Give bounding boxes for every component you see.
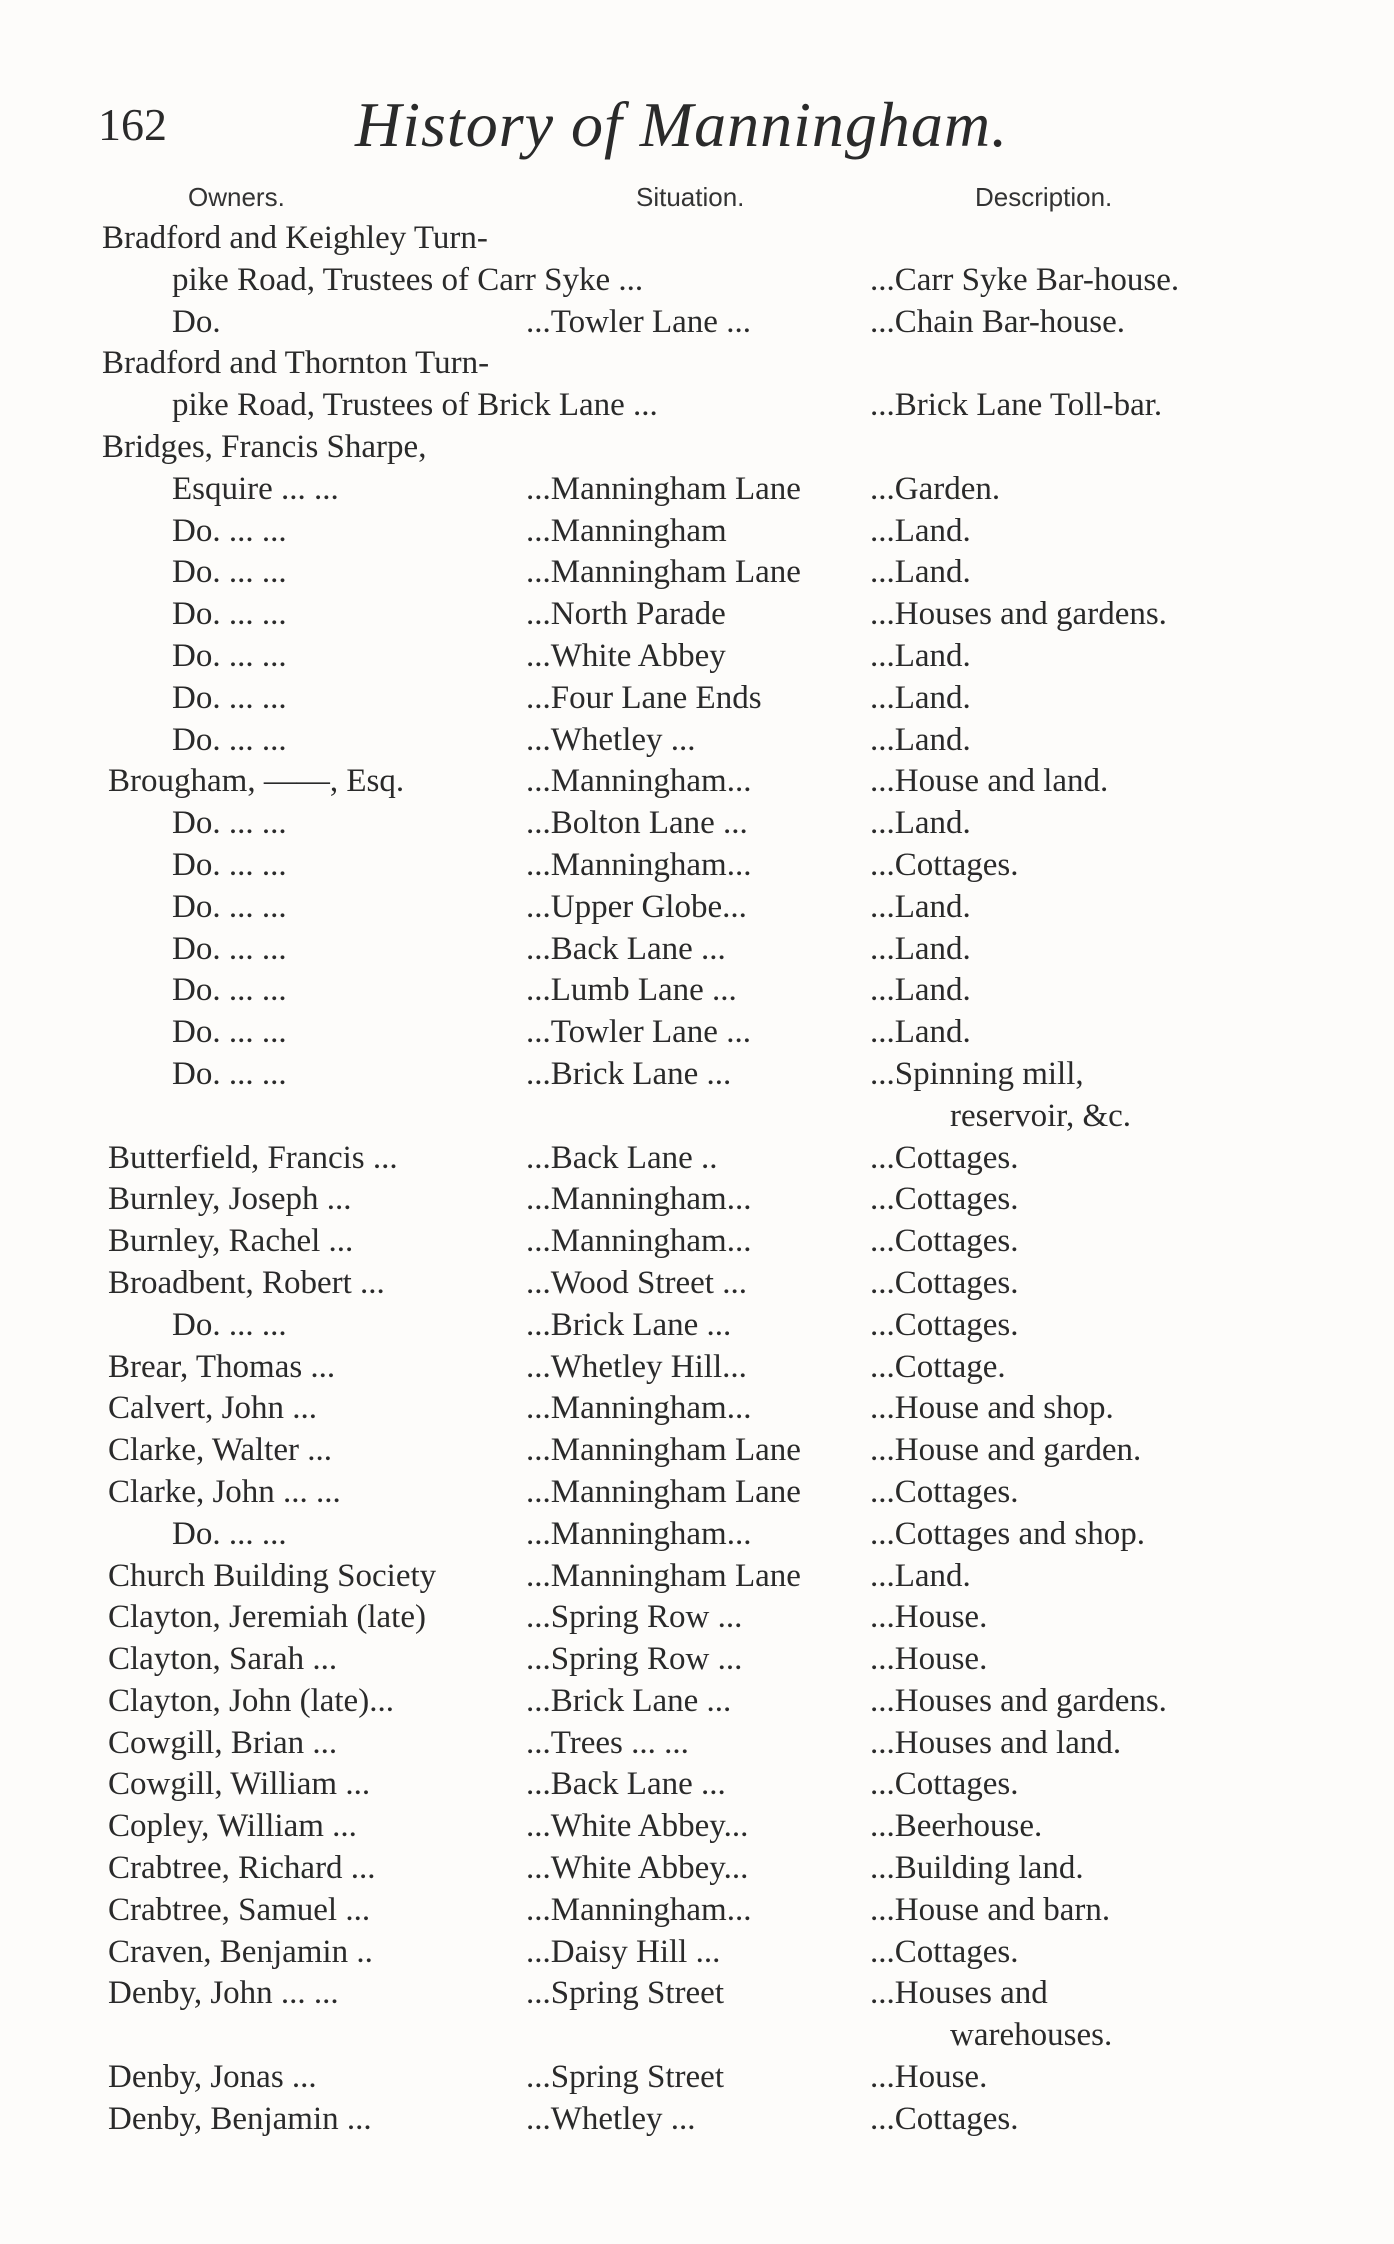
table-row <box>0 2099 1394 2141</box>
owner-cell: Craven, Benjamin .. <box>108 1933 373 1970</box>
owner-cell: Clayton, John (late)... <box>108 1682 394 1719</box>
table-row <box>0 1012 1394 1054</box>
description-cell: ...Cottages and shop. <box>870 1515 1145 1552</box>
table-row <box>0 218 1394 260</box>
table-row <box>0 1973 1394 2057</box>
table-row <box>0 761 1394 803</box>
description-cell: ...House. <box>870 1599 988 1636</box>
table-row <box>0 1764 1394 1806</box>
owner-cell: Do. ... ... <box>172 596 287 633</box>
table-row <box>0 1597 1394 1639</box>
description-cell: ...Carr Syke Bar-house. <box>870 261 1180 298</box>
description-cell: ...Cottages. <box>870 2100 1019 2137</box>
owner-cell: Bradford and Keighley Turn- <box>102 220 488 256</box>
owner-cell: Do. ... ... <box>172 930 287 967</box>
situation-cell: ...Whetley Hill... <box>526 1348 747 1385</box>
description-cell: ...Land. <box>870 805 971 842</box>
description-continuation: reservoir, &c. <box>950 1097 1132 1134</box>
table-row <box>0 1138 1394 1180</box>
table-row <box>0 2057 1394 2099</box>
table-row <box>0 636 1394 678</box>
description-cell: ...Cottages. <box>870 846 1019 883</box>
description-cell: ...Brick Lane Toll-bar. <box>870 387 1163 424</box>
situation-cell: ...Whetley ... <box>526 2100 696 2137</box>
column-header-situation: Situation. <box>636 182 745 212</box>
owner-cell: Do. <box>172 303 221 340</box>
table-row <box>0 594 1394 636</box>
table-row <box>0 970 1394 1012</box>
description-cell: ...Cottages. <box>870 1264 1019 1301</box>
table-row <box>0 678 1394 720</box>
owner-cell: Do. ... ... <box>172 679 287 716</box>
owner-cell: Denby, Benjamin ... <box>108 2100 372 2137</box>
situation-cell: ...White Abbey... <box>526 1808 749 1845</box>
table-row <box>0 260 1394 302</box>
situation-cell: ...Trees ... ... <box>526 1724 689 1761</box>
table-row <box>0 1179 1394 1221</box>
description-cell: ...Land. <box>870 1014 971 1051</box>
description-cell: ...Land. <box>870 512 971 549</box>
page-title: History of Manningham. <box>355 89 1009 160</box>
owner-cell: Burnley, Rachel ... <box>108 1223 354 1260</box>
description-cell: ...Chain Bar-house. <box>870 303 1126 340</box>
table-row <box>0 1681 1394 1723</box>
situation-cell: ...Manningham <box>526 512 727 549</box>
description-cell: ...Cottages. <box>870 1223 1019 1260</box>
page-header <box>0 88 1394 168</box>
situation-cell: ...Manningham... <box>526 846 752 883</box>
situation-cell: ...Manningham... <box>526 1223 752 1260</box>
table-row <box>0 1639 1394 1681</box>
situation-cell: ...Spring Row ... <box>526 1641 743 1678</box>
column-header-description: Description. <box>975 182 1113 212</box>
situation-cell: ...Manningham Lane <box>526 1473 801 1510</box>
table-row <box>0 1347 1394 1389</box>
situation-cell: ...Bolton Lane ... <box>526 805 748 842</box>
situation-cell: ...Manningham Lane <box>526 1557 801 1594</box>
owner-cell: Brougham, ——, Esq. <box>108 763 405 800</box>
table-row <box>0 1263 1394 1305</box>
owners-table <box>0 218 1394 2141</box>
situation-cell: ...White Abbey... <box>526 1850 749 1887</box>
table-row <box>0 929 1394 971</box>
situation-cell: ...North Parade <box>526 596 726 633</box>
owner-cell: Crabtree, Samuel ... <box>108 1891 371 1928</box>
description-cell: ...Land. <box>870 721 971 758</box>
situation-cell: ...Towler Lane ... <box>526 303 751 340</box>
description-cell: ...Cottage. <box>870 1348 1006 1385</box>
owner-cell: Denby, Jonas ... <box>108 2059 317 2096</box>
description-cell: ...Cottages. <box>870 1933 1019 1970</box>
table-row <box>0 803 1394 845</box>
table-row <box>0 1723 1394 1765</box>
situation-cell: ...Daisy Hill ... <box>526 1933 721 1970</box>
situation-cell: ...Manningham... <box>526 1181 752 1218</box>
description-cell: ...Beerhouse. <box>870 1808 1043 1845</box>
situation-cell: ...Manningham... <box>526 1390 752 1427</box>
owner-cell: Clarke, Walter ... <box>108 1432 332 1469</box>
description-cell: ...House and garden. <box>870 1432 1142 1469</box>
owner-cell: Do. ... ... <box>172 1014 287 1051</box>
situation-cell: ...Manningham... <box>526 1515 752 1552</box>
description-cell: ...Land. <box>870 930 971 967</box>
table-row <box>0 720 1394 762</box>
description-cell: ...House and barn. <box>870 1891 1111 1928</box>
owner-cell: Church Building Society <box>108 1557 437 1594</box>
description-cell: ...Land. <box>870 888 971 925</box>
description-cell: ...Houses and <box>870 1975 1048 2012</box>
description-cell: ...Houses and land. <box>870 1724 1122 1761</box>
owner-cell: Do. ... ... <box>172 805 287 842</box>
table-row <box>0 1472 1394 1514</box>
situation-cell: ...Spring Row ... <box>526 1599 743 1636</box>
table-row <box>0 511 1394 553</box>
owner-cell: Do. ... ... <box>172 888 287 925</box>
owner-cell: Do. ... ... <box>172 554 287 591</box>
situation-cell: ...Manningham Lane <box>526 554 801 591</box>
description-cell: ...Houses and gardens. <box>870 1682 1167 1719</box>
description-cell: ...House. <box>870 2059 988 2096</box>
owner-cell: Burnley, Joseph ... <box>108 1181 352 1218</box>
owner-cell: Cowgill, William ... <box>108 1766 371 1803</box>
description-cell: ...Spinning mill, <box>870 1055 1084 1092</box>
situation-cell: ...Spring Street <box>526 1975 724 2012</box>
situation-cell: ...Manningham... <box>526 763 752 800</box>
owner-cell: Do. ... ... <box>172 1306 287 1343</box>
description-cell: ...Cottages. <box>870 1181 1019 1218</box>
owner-cell: Cowgill, Brian ... <box>108 1724 338 1761</box>
situation-cell: ...Brick Lane ... <box>526 1682 732 1719</box>
owner-cell: Do. ... ... <box>172 637 287 674</box>
page-number: 162 <box>98 99 167 150</box>
owner-cell: Calvert, John ... <box>108 1390 317 1427</box>
owner-cell: Denby, John ... ... <box>108 1975 339 2012</box>
owner-cell: Copley, William ... <box>108 1808 357 1845</box>
situation-cell: ...Manningham... <box>526 1891 752 1928</box>
table-row <box>0 1556 1394 1598</box>
owner-cell: Bradford and Thornton Turn- <box>102 345 490 382</box>
situation-cell: ...Manningham Lane <box>526 470 801 507</box>
description-cell: ...House. <box>870 1641 988 1678</box>
situation-cell: ...Back Lane ... <box>526 930 726 967</box>
table-row <box>0 1890 1394 1932</box>
description-cell: ...Cottages. <box>870 1473 1019 1510</box>
situation-cell: ...Wood Street ... <box>526 1264 747 1301</box>
situation-cell: ...Four Lane Ends <box>526 679 762 716</box>
table-row <box>0 385 1394 427</box>
owner-cell: Clarke, John ... ... <box>108 1473 341 1510</box>
description-cell: ...Garden. <box>870 470 1001 507</box>
table-row <box>0 1430 1394 1472</box>
situation-cell: ...Brick Lane ... <box>526 1306 732 1343</box>
description-cell: ...House and shop. <box>870 1390 1114 1427</box>
owner-cell: Brear, Thomas ... <box>108 1348 336 1385</box>
owner-cell: Broadbent, Robert ... <box>108 1264 385 1301</box>
owner-cell: Do. ... ... <box>172 1515 287 1552</box>
situation-cell: ...White Abbey <box>526 637 726 674</box>
column-header-owners: Owners. <box>188 182 285 212</box>
owner-cell: Bridges, Francis Sharpe, <box>102 428 427 465</box>
owner-cell: Do. ... ... <box>172 972 287 1009</box>
description-cell: ...Houses and gardens. <box>870 596 1167 633</box>
situation-cell: ...Towler Lane ... <box>526 1014 751 1051</box>
description-cell: ...House and land. <box>870 763 1109 800</box>
owner-cell: Clayton, Sarah ... <box>108 1641 338 1678</box>
situation-cell: ...Upper Globe... <box>526 888 747 925</box>
situation-cell: ...Manningham Lane <box>526 1432 801 1469</box>
table-row <box>0 1932 1394 1974</box>
description-cell: ...Cottages. <box>870 1139 1019 1176</box>
table-row <box>0 887 1394 929</box>
owner-cell: pike Road, Trustees of Carr Syke ... <box>172 261 644 298</box>
description-cell: ...Land. <box>870 554 971 591</box>
table-row <box>0 302 1394 344</box>
table-row <box>0 469 1394 511</box>
table-row <box>0 1305 1394 1347</box>
situation-cell: ...Back Lane ... <box>526 1766 726 1803</box>
table-row <box>0 1514 1394 1556</box>
situation-cell: ...Whetley ... <box>526 721 696 758</box>
table-row <box>0 1848 1394 1890</box>
owner-cell: pike Road, Trustees of Brick Lane ... <box>172 387 658 424</box>
owner-cell: Butterfield, Francis ... <box>108 1139 398 1176</box>
owner-cell: Esquire ... ... <box>172 470 339 507</box>
table-row <box>0 427 1394 469</box>
situation-cell: ...Lumb Lane ... <box>526 972 737 1009</box>
owner-cell: Crabtree, Richard ... <box>108 1850 376 1887</box>
table-row <box>0 1806 1394 1848</box>
description-cell: ...Land. <box>870 972 971 1009</box>
situation-cell: ...Brick Lane ... <box>526 1055 732 1092</box>
description-cell: ...Cottages. <box>870 1766 1019 1803</box>
situation-cell: ...Spring Street <box>526 2059 724 2096</box>
table-row <box>0 1054 1394 1138</box>
description-cell: ...Land. <box>870 1557 971 1594</box>
owner-cell: Do. ... ... <box>172 1055 287 1092</box>
situation-cell: ...Back Lane .. <box>526 1139 718 1176</box>
table-row <box>0 343 1394 385</box>
owner-cell: Do. ... ... <box>172 721 287 758</box>
description-continuation: warehouses. <box>950 2017 1113 2054</box>
description-cell: ...Cottages. <box>870 1306 1019 1343</box>
description-cell: ...Building land. <box>870 1850 1084 1887</box>
table-row <box>0 552 1394 594</box>
table-row <box>0 845 1394 887</box>
description-cell: ...Land. <box>870 637 971 674</box>
owner-cell: Clayton, Jeremiah (late) <box>108 1599 426 1636</box>
description-cell: ...Land. <box>870 679 971 716</box>
table-row <box>0 1221 1394 1263</box>
table-row <box>0 1388 1394 1430</box>
owner-cell: Do. ... ... <box>172 846 287 883</box>
owner-cell: Do. ... ... <box>172 512 287 549</box>
